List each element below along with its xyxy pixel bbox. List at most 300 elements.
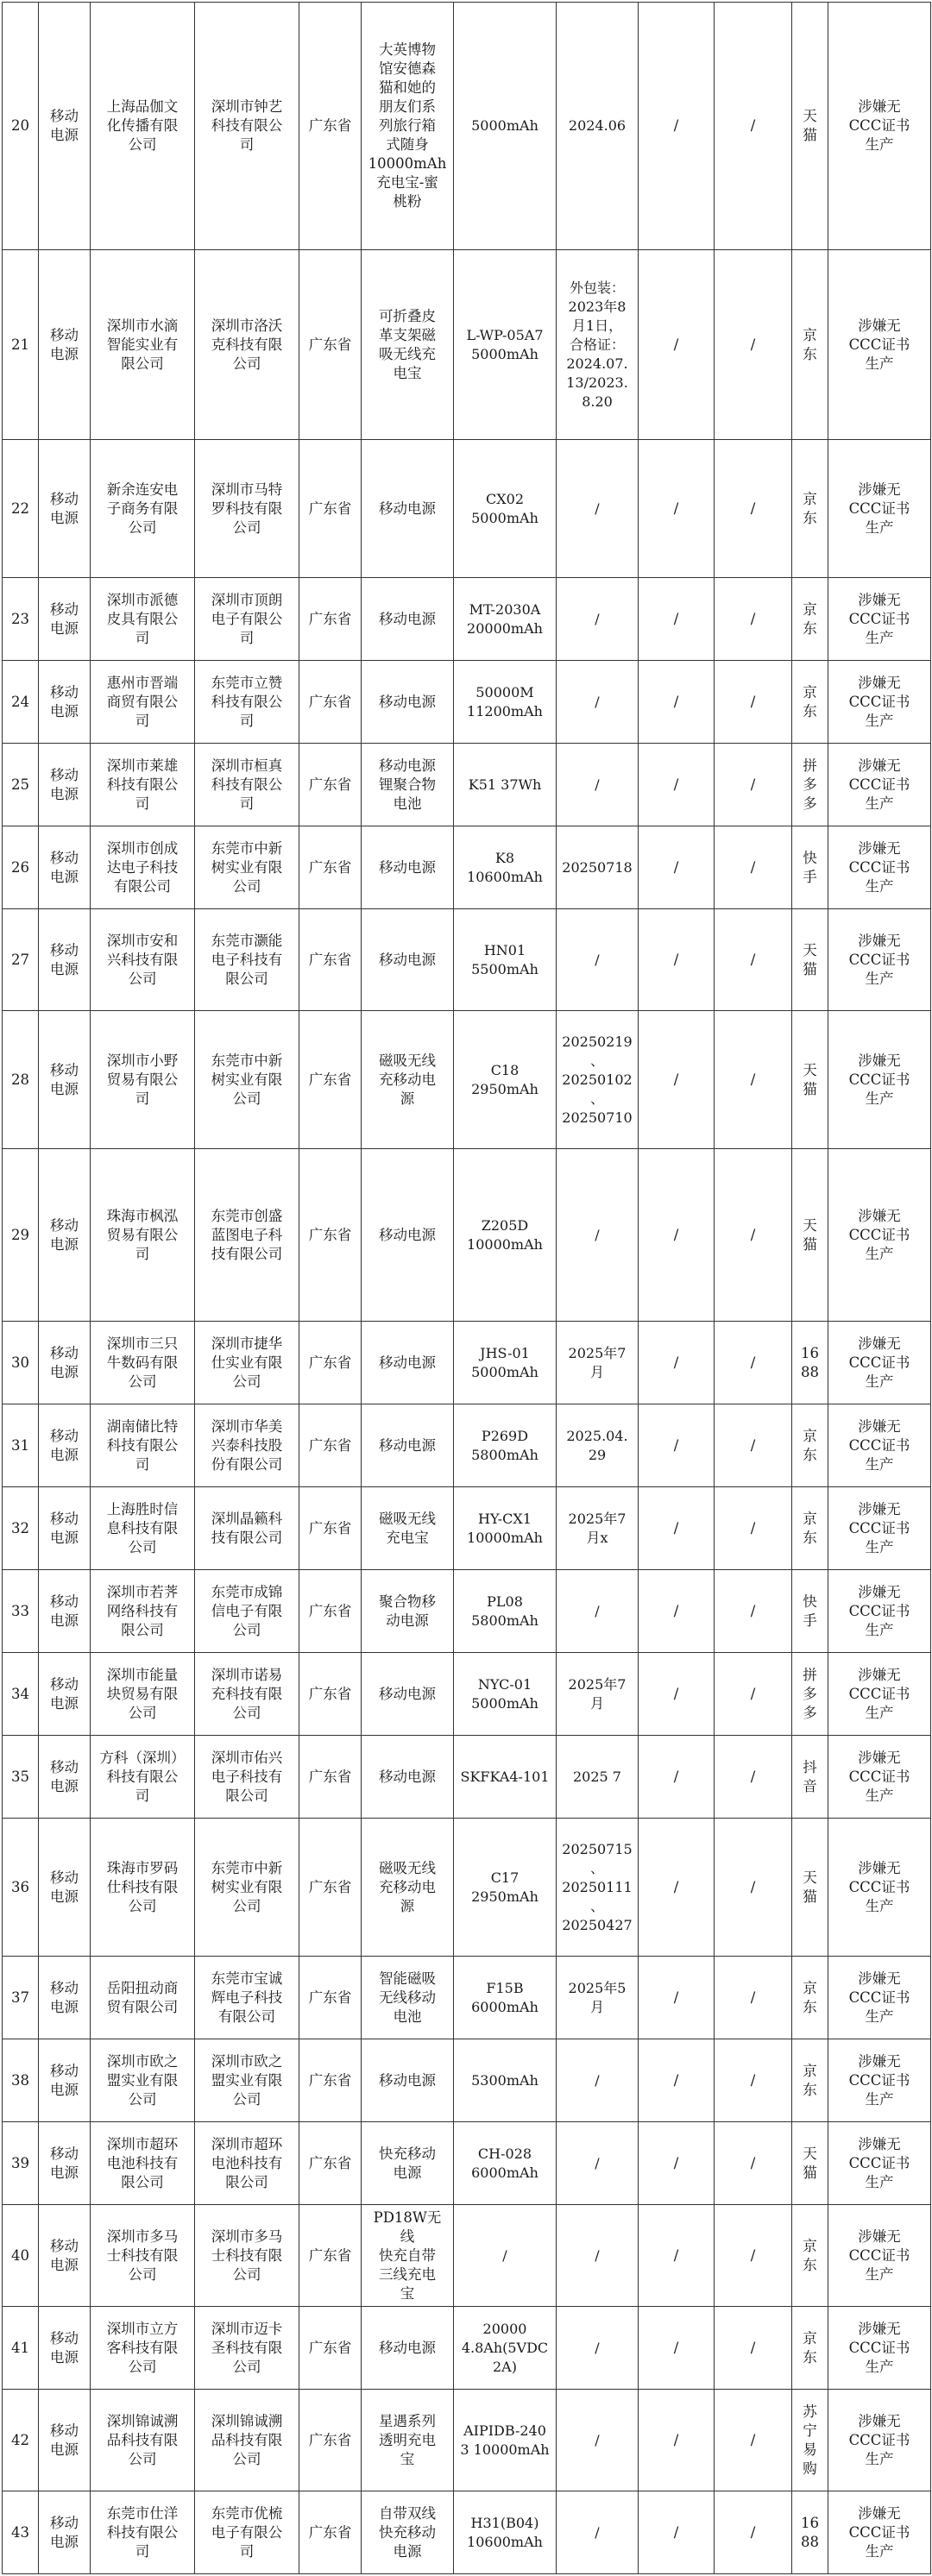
row-number-cell <box>3 2491 39 2574</box>
model-spec-cell <box>454 440 557 578</box>
seller-cell <box>91 250 195 440</box>
blank-cell <box>715 1653 792 1736</box>
model-spec-cell <box>454 2390 557 2491</box>
production-date-cell <box>557 2205 639 2307</box>
issue-note-cell <box>828 909 931 1011</box>
province-cell-text: 广东省 <box>308 858 352 876</box>
model-spec-cell-text: CX02 5000mAh <box>471 490 538 526</box>
production-date-cell <box>557 661 639 744</box>
production-date-cell-text: / <box>595 776 600 793</box>
row-number-cell <box>3 1149 39 1322</box>
blank-cell <box>715 2039 792 2122</box>
issue-note-cell-text: 涉嫌无 CCC证书 生产 <box>848 481 910 536</box>
product-name-cell-text: 磁吸无线 充电宝 <box>379 1510 436 1546</box>
category-cell-text: 移动 电源 <box>50 108 79 143</box>
blank-cell-text: / <box>750 1226 756 1243</box>
blank-cell <box>639 1011 715 1149</box>
issue-note-cell <box>828 2205 931 2307</box>
product-name-cell-text: 移动电源 <box>379 1436 436 1454</box>
product-name-cell <box>362 1653 454 1736</box>
category-cell-text: 移动 电源 <box>50 490 79 526</box>
manufacturer-cell <box>195 909 299 1011</box>
blank-cell-text: / <box>673 1071 679 1088</box>
production-date-cell-text: 20250219 、 20250102 、 20250710 <box>562 1033 633 1126</box>
table-row <box>3 440 931 578</box>
platform-cell-text: 拼 多 多 <box>803 757 817 812</box>
model-spec-cell <box>454 1736 557 1819</box>
manufacturer-cell-text: 东莞市灏能 电子科技有 限公司 <box>211 932 283 987</box>
seller-cell-text: 深圳市超环 电池科技有 限公司 <box>106 2135 179 2190</box>
blank-cell-text: / <box>750 2154 756 2171</box>
seller-cell <box>91 440 195 578</box>
seller-cell-text: 深圳锦诚溯 品科技有限 公司 <box>106 2412 179 2467</box>
model-spec-cell-text: PL08 5800mAh <box>471 1593 538 1629</box>
issue-note-cell <box>828 1011 931 1149</box>
category-cell-text: 移动 电源 <box>50 1510 79 1546</box>
manufacturer-cell-text: 深圳市华美 兴泰科技股 份有限公司 <box>211 1417 283 1473</box>
row-number-cell-text: 28 <box>11 1071 29 1088</box>
product-name-cell-text: 移动电源 <box>379 951 436 968</box>
product-name-cell-text: 移动电源 <box>379 693 436 710</box>
issue-note-cell-text: 涉嫌无 CCC证书 生产 <box>848 757 910 812</box>
production-date-cell-text: / <box>595 499 600 517</box>
issue-note-cell <box>828 578 931 661</box>
province-cell <box>299 826 362 909</box>
product-name-cell <box>362 1570 454 1653</box>
platform-cell-text: 拼 多 多 <box>803 1666 817 1721</box>
manufacturer-cell <box>195 2039 299 2122</box>
category-cell <box>39 1653 91 1736</box>
product-name-cell-text: 移动电源 <box>379 2339 436 2356</box>
model-spec-cell <box>454 2491 557 2574</box>
category-cell <box>39 2491 91 2574</box>
category-cell <box>39 3 91 250</box>
row-number-cell-text: 40 <box>11 2246 29 2264</box>
blank-cell-text: / <box>750 1354 756 1371</box>
seller-cell-text: 上海品伽文 化传播有限 公司 <box>106 98 179 153</box>
blank-cell-text: / <box>750 1768 756 1785</box>
blank-cell-text: / <box>750 1602 756 1619</box>
issue-note-cell <box>828 1570 931 1653</box>
province-cell <box>299 1149 362 1322</box>
manufacturer-cell-text: 东莞市优梳 电子有限公 司 <box>211 2504 283 2560</box>
issue-note-cell-text: 涉嫌无 CCC证书 生产 <box>848 2227 910 2283</box>
blank-cell <box>715 2491 792 2574</box>
manufacturer-cell <box>195 1957 299 2039</box>
seller-cell <box>91 1653 195 1736</box>
production-date-cell <box>557 3 639 250</box>
blank-cell <box>715 826 792 909</box>
seller-cell-text: 惠州市晋端 商贸有限公 司 <box>106 674 179 729</box>
seller-cell <box>91 1322 195 1404</box>
seller-cell-text: 深圳市水滴 智能实业有 限公司 <box>106 317 179 372</box>
issue-note-cell-text: 涉嫌无 CCC证书 生产 <box>848 1749 910 1804</box>
platform-cell-text: 16 88 <box>801 2514 819 2550</box>
table-row <box>3 1322 931 1404</box>
issue-note-cell-text: 涉嫌无 CCC证书 生产 <box>848 839 910 895</box>
province-cell-text: 广东省 <box>308 336 352 353</box>
table-row <box>3 826 931 909</box>
manufacturer-cell <box>195 1570 299 1653</box>
platform-cell-text: 京 东 <box>803 2062 817 2098</box>
issue-note-cell-text: 涉嫌无 CCC证书 生产 <box>848 932 910 987</box>
production-date-cell <box>557 1570 639 1653</box>
issue-note-cell <box>828 1819 931 1957</box>
province-cell <box>299 1322 362 1404</box>
product-name-cell <box>362 3 454 250</box>
manufacturer-cell-text: 东莞市创盛 蓝图电子科 技有限公司 <box>211 1207 283 1262</box>
product-name-cell-text: 磁吸无线 充移动电 源 <box>379 1052 436 1107</box>
row-number-cell <box>3 1653 39 1736</box>
production-date-cell-text: / <box>595 2339 600 2356</box>
product-name-cell <box>362 1404 454 1487</box>
product-name-cell <box>362 2122 454 2205</box>
production-date-cell <box>557 1322 639 1404</box>
blank-cell <box>715 1570 792 1653</box>
production-date-cell <box>557 744 639 826</box>
blank-cell-text: / <box>673 1878 679 1895</box>
row-number-cell <box>3 1736 39 1819</box>
product-name-cell-text: 移动电源 锂聚合物 电池 <box>379 757 436 812</box>
platform-cell <box>792 744 828 826</box>
row-number-cell-text: 22 <box>11 499 29 517</box>
category-cell <box>39 1404 91 1487</box>
issue-note-cell <box>828 250 931 440</box>
product-name-cell-text: 移动电源 <box>379 1226 436 1243</box>
production-date-cell <box>557 1011 639 1149</box>
province-cell <box>299 1957 362 2039</box>
blank-cell <box>715 2205 792 2307</box>
platform-cell <box>792 2491 828 2574</box>
issue-note-cell <box>828 1487 931 1570</box>
model-spec-cell-text: HN01 5500mAh <box>471 941 538 977</box>
manufacturer-cell-text: 东莞市中新 树实业有限 公司 <box>211 839 283 895</box>
row-number-cell <box>3 1819 39 1957</box>
model-spec-cell <box>454 1404 557 1487</box>
province-cell <box>299 2039 362 2122</box>
platform-cell <box>792 2205 828 2307</box>
model-spec-cell <box>454 909 557 1011</box>
blank-cell <box>639 1736 715 1819</box>
seller-cell-text: 湖南储比特 科技有限公 司 <box>106 1417 179 1473</box>
production-date-cell-text: 2025年7 月 <box>568 1344 627 1380</box>
product-name-cell-text: PD18W无线 快充自带 三线充电 宝 <box>373 2208 442 2302</box>
blank-cell <box>715 1149 792 1322</box>
platform-cell-text: 京 东 <box>803 600 817 637</box>
blank-cell-text: / <box>750 1436 756 1454</box>
model-spec-cell <box>454 2122 557 2205</box>
manufacturer-cell <box>195 578 299 661</box>
row-number-cell <box>3 661 39 744</box>
model-spec-cell <box>454 1653 557 1736</box>
row-number-cell <box>3 2039 39 2122</box>
blank-cell <box>639 1404 715 1487</box>
table-row <box>3 1653 931 1736</box>
production-date-cell-text: / <box>595 693 600 710</box>
blank-cell <box>715 909 792 1011</box>
province-cell <box>299 2205 362 2307</box>
issue-note-cell-text: 涉嫌无 CCC证书 生产 <box>848 2504 910 2560</box>
manufacturer-cell <box>195 2122 299 2205</box>
category-cell <box>39 1322 91 1404</box>
blank-cell <box>639 661 715 744</box>
seller-cell-text: 深圳市多马 士科技有限 公司 <box>106 2227 179 2283</box>
model-spec-cell <box>454 3 557 250</box>
blank-cell-text: / <box>673 1519 679 1536</box>
seller-cell-text: 东莞市仕洋 科技有限公 司 <box>106 2504 179 2560</box>
blank-cell-text: / <box>750 951 756 968</box>
province-cell-text: 广东省 <box>308 1354 352 1371</box>
table-row <box>3 250 931 440</box>
blank-cell-text: / <box>750 2339 756 2356</box>
manufacturer-cell-text: 深圳市超环 电池科技有 限公司 <box>211 2135 283 2190</box>
production-date-cell <box>557 2307 639 2390</box>
row-number-cell-text: 33 <box>11 1602 29 1619</box>
manufacturer-cell-text: 深圳市顶朗 电子有限公 司 <box>211 591 283 646</box>
production-date-cell <box>557 826 639 909</box>
production-date-cell <box>557 2122 639 2205</box>
issue-note-cell <box>828 2491 931 2574</box>
row-number-cell-text: 21 <box>11 336 29 353</box>
platform-cell <box>792 2039 828 2122</box>
model-spec-cell <box>454 250 557 440</box>
blank-cell <box>639 1957 715 2039</box>
row-number-cell-text: 25 <box>11 776 29 793</box>
manufacturer-cell-text: 东莞市成锦 信电子有限 公司 <box>211 1583 283 1638</box>
category-cell-text: 移动 电源 <box>50 600 79 637</box>
model-spec-cell <box>454 744 557 826</box>
production-date-cell-text: 2025 7 <box>573 1768 621 1785</box>
production-date-cell <box>557 1736 639 1819</box>
manufacturer-cell-text: 深圳市诺易 充科技有限 公司 <box>211 1666 283 1721</box>
blank-cell-text: / <box>673 2154 679 2171</box>
seller-cell <box>91 2122 195 2205</box>
blank-cell-text: / <box>673 2431 679 2448</box>
seller-cell <box>91 1011 195 1149</box>
province-cell-text: 广东省 <box>308 1602 352 1619</box>
province-cell <box>299 661 362 744</box>
category-cell <box>39 1011 91 1149</box>
category-cell-text: 移动 电源 <box>50 2237 79 2273</box>
issue-note-cell <box>828 2039 931 2122</box>
blank-cell-text: / <box>750 1519 756 1536</box>
category-cell <box>39 578 91 661</box>
seller-cell-text: 深圳市莱雄 科技有限公 司 <box>106 757 179 812</box>
province-cell-text: 广东省 <box>308 1226 352 1243</box>
category-cell-text: 移动 电源 <box>50 683 79 719</box>
model-spec-cell-text: H31(B04) 10600mAh <box>467 2514 543 2550</box>
product-name-cell-text: 移动电源 <box>379 1768 436 1785</box>
category-cell-text: 移动 电源 <box>50 1758 79 1794</box>
issue-note-cell-text: 涉嫌无 CCC证书 生产 <box>848 317 910 372</box>
seller-cell-text: 深圳市能量 块贸易有限 公司 <box>106 1666 179 1721</box>
category-cell <box>39 2390 91 2491</box>
model-spec-cell-text: F15B 6000mAh <box>471 1979 538 2015</box>
production-date-cell <box>557 2390 639 2491</box>
table-row <box>3 1570 931 1653</box>
platform-cell-text: 京 东 <box>803 2329 817 2366</box>
platform-cell-text: 抖 音 <box>803 1758 817 1794</box>
platform-cell <box>792 1322 828 1404</box>
product-name-cell <box>362 2491 454 2574</box>
platform-cell <box>792 1736 828 1819</box>
row-number-cell-text: 41 <box>11 2339 29 2356</box>
category-cell <box>39 1736 91 1819</box>
seller-cell <box>91 578 195 661</box>
manufacturer-cell-text: 深圳晶籁科 技有限公司 <box>211 1510 283 1546</box>
row-number-cell-text: 27 <box>11 951 29 968</box>
model-spec-cell-text: Z205D 10000mAh <box>467 1216 543 1253</box>
province-cell-text: 广东省 <box>308 610 352 627</box>
blank-cell-text: / <box>673 776 679 793</box>
platform-cell-text: 天 猫 <box>803 108 817 143</box>
blank-cell <box>715 1736 792 1819</box>
model-spec-cell-text: 20000 4.8Ah(5VDC 2A) <box>461 2320 549 2375</box>
blank-cell <box>715 2390 792 2491</box>
issue-note-cell-text: 涉嫌无 CCC证书 生产 <box>848 674 910 729</box>
seller-cell-text: 深圳市派德 皮具有限公 司 <box>106 591 179 646</box>
platform-cell <box>792 826 828 909</box>
province-cell <box>299 440 362 578</box>
product-name-cell <box>362 2307 454 2390</box>
manufacturer-cell <box>195 1736 299 1819</box>
blank-cell <box>639 909 715 1011</box>
seller-cell <box>91 1570 195 1653</box>
row-number-cell <box>3 909 39 1011</box>
category-cell-text: 移动 电源 <box>50 1593 79 1629</box>
issue-note-cell <box>828 661 931 744</box>
category-cell <box>39 661 91 744</box>
platform-cell-text: 京 东 <box>803 326 817 362</box>
production-date-cell <box>557 250 639 440</box>
category-cell-text: 移动 电源 <box>50 2422 79 2458</box>
production-date-cell <box>557 1149 639 1322</box>
model-spec-cell <box>454 1819 557 1957</box>
province-cell-text: 广东省 <box>308 1878 352 1895</box>
blank-cell-text: / <box>673 951 679 968</box>
model-spec-cell <box>454 1957 557 2039</box>
seller-cell-text: 深圳市安和 兴科技有限 公司 <box>106 932 179 987</box>
row-number-cell <box>3 1570 39 1653</box>
manufacturer-cell-text: 深圳市捷华 仕实业有限 公司 <box>211 1335 283 1390</box>
manufacturer-cell-text: 深圳市迈卡 圣科技有限 公司 <box>211 2320 283 2375</box>
province-cell-text: 广东省 <box>308 2246 352 2264</box>
platform-cell <box>792 1404 828 1487</box>
province-cell-text: 广东省 <box>308 1436 352 1454</box>
blank-cell <box>715 2307 792 2390</box>
blank-cell <box>639 1322 715 1404</box>
province-cell <box>299 1736 362 1819</box>
manufacturer-cell-text: 东莞市中新 树实业有限 公司 <box>211 1052 283 1107</box>
issue-note-cell-text: 涉嫌无 CCC证书 生产 <box>848 1666 910 1721</box>
product-name-cell <box>362 826 454 909</box>
product-name-cell <box>362 744 454 826</box>
issue-note-cell-text: 涉嫌无 CCC证书 生产 <box>848 2135 910 2190</box>
blank-cell <box>715 1487 792 1570</box>
model-spec-cell-text: CH-028 6000mAh <box>471 2145 538 2181</box>
product-name-cell <box>362 250 454 440</box>
row-number-cell-text: 37 <box>11 1989 29 2006</box>
product-name-cell <box>362 909 454 1011</box>
manufacturer-cell <box>195 3 299 250</box>
blank-cell-text: / <box>673 610 679 627</box>
manufacturer-cell-text: 东莞市宝诚 辉电子科技 有限公司 <box>211 1970 283 2025</box>
model-spec-cell <box>454 1487 557 1570</box>
production-date-cell <box>557 1487 639 1570</box>
issue-note-cell-text: 涉嫌无 CCC证书 生产 <box>848 1052 910 1107</box>
row-number-cell <box>3 1011 39 1149</box>
production-date-cell-text: / <box>595 2154 600 2171</box>
blank-cell <box>715 440 792 578</box>
product-name-cell <box>362 1322 454 1404</box>
production-date-cell-text: 2024.06 <box>568 117 627 134</box>
issue-note-cell-text: 涉嫌无 CCC证书 生产 <box>848 2320 910 2375</box>
seller-cell-text: 深圳市欧之 盟实业有限 公司 <box>106 2052 179 2108</box>
production-date-cell <box>557 1653 639 1736</box>
province-cell-text: 广东省 <box>308 1989 352 2006</box>
platform-cell <box>792 1570 828 1653</box>
production-date-cell-text: 20250718 <box>562 858 633 876</box>
blank-cell-text: / <box>750 2246 756 2264</box>
platform-cell-text: 京 东 <box>803 1427 817 1463</box>
row-number-cell <box>3 2307 39 2390</box>
row-number-cell <box>3 3 39 250</box>
model-spec-cell-text: 5000mAh <box>471 117 538 134</box>
blank-cell <box>639 744 715 826</box>
platform-cell <box>792 1957 828 2039</box>
province-cell-text: 广东省 <box>308 693 352 710</box>
product-name-cell <box>362 661 454 744</box>
category-cell-text: 移动 电源 <box>50 326 79 362</box>
category-cell <box>39 826 91 909</box>
model-spec-cell-text: C17 2950mAh <box>471 1869 538 1905</box>
blank-cell-text: / <box>750 336 756 353</box>
production-date-cell-text: / <box>595 2523 600 2541</box>
category-cell-text: 移动 电源 <box>50 2062 79 2098</box>
row-number-cell-text: 20 <box>11 117 29 134</box>
model-spec-cell <box>454 1011 557 1149</box>
production-date-cell <box>557 2039 639 2122</box>
blank-cell-text: / <box>673 1602 679 1619</box>
issue-note-cell <box>828 2307 931 2390</box>
manufacturer-cell <box>195 826 299 909</box>
product-name-cell <box>362 2390 454 2491</box>
province-cell <box>299 2122 362 2205</box>
platform-cell <box>792 578 828 661</box>
province-cell <box>299 1404 362 1487</box>
seller-cell <box>91 1149 195 1322</box>
issue-note-cell <box>828 3 931 250</box>
platform-cell-text: 快 手 <box>803 849 817 885</box>
category-cell <box>39 250 91 440</box>
blank-cell-text: / <box>673 1989 679 2006</box>
seller-cell <box>91 1404 195 1487</box>
table-row <box>3 2390 931 2491</box>
production-date-cell-text: / <box>595 2071 600 2089</box>
product-name-cell-text: 快充移动 电源 <box>379 2145 436 2181</box>
issue-note-cell-text: 涉嫌无 CCC证书 生产 <box>848 1583 910 1638</box>
platform-cell-text: 京 东 <box>803 1979 817 2015</box>
province-cell-text: 广东省 <box>308 2071 352 2089</box>
manufacturer-cell <box>195 744 299 826</box>
row-number-cell <box>3 2390 39 2491</box>
production-date-cell-text: 2025年7 月 <box>568 1675 627 1712</box>
blank-cell <box>715 2122 792 2205</box>
category-cell-text: 移动 电源 <box>50 2145 79 2181</box>
blank-cell-text: / <box>673 2071 679 2089</box>
seller-cell <box>91 2491 195 2574</box>
issue-note-cell <box>828 1653 931 1736</box>
